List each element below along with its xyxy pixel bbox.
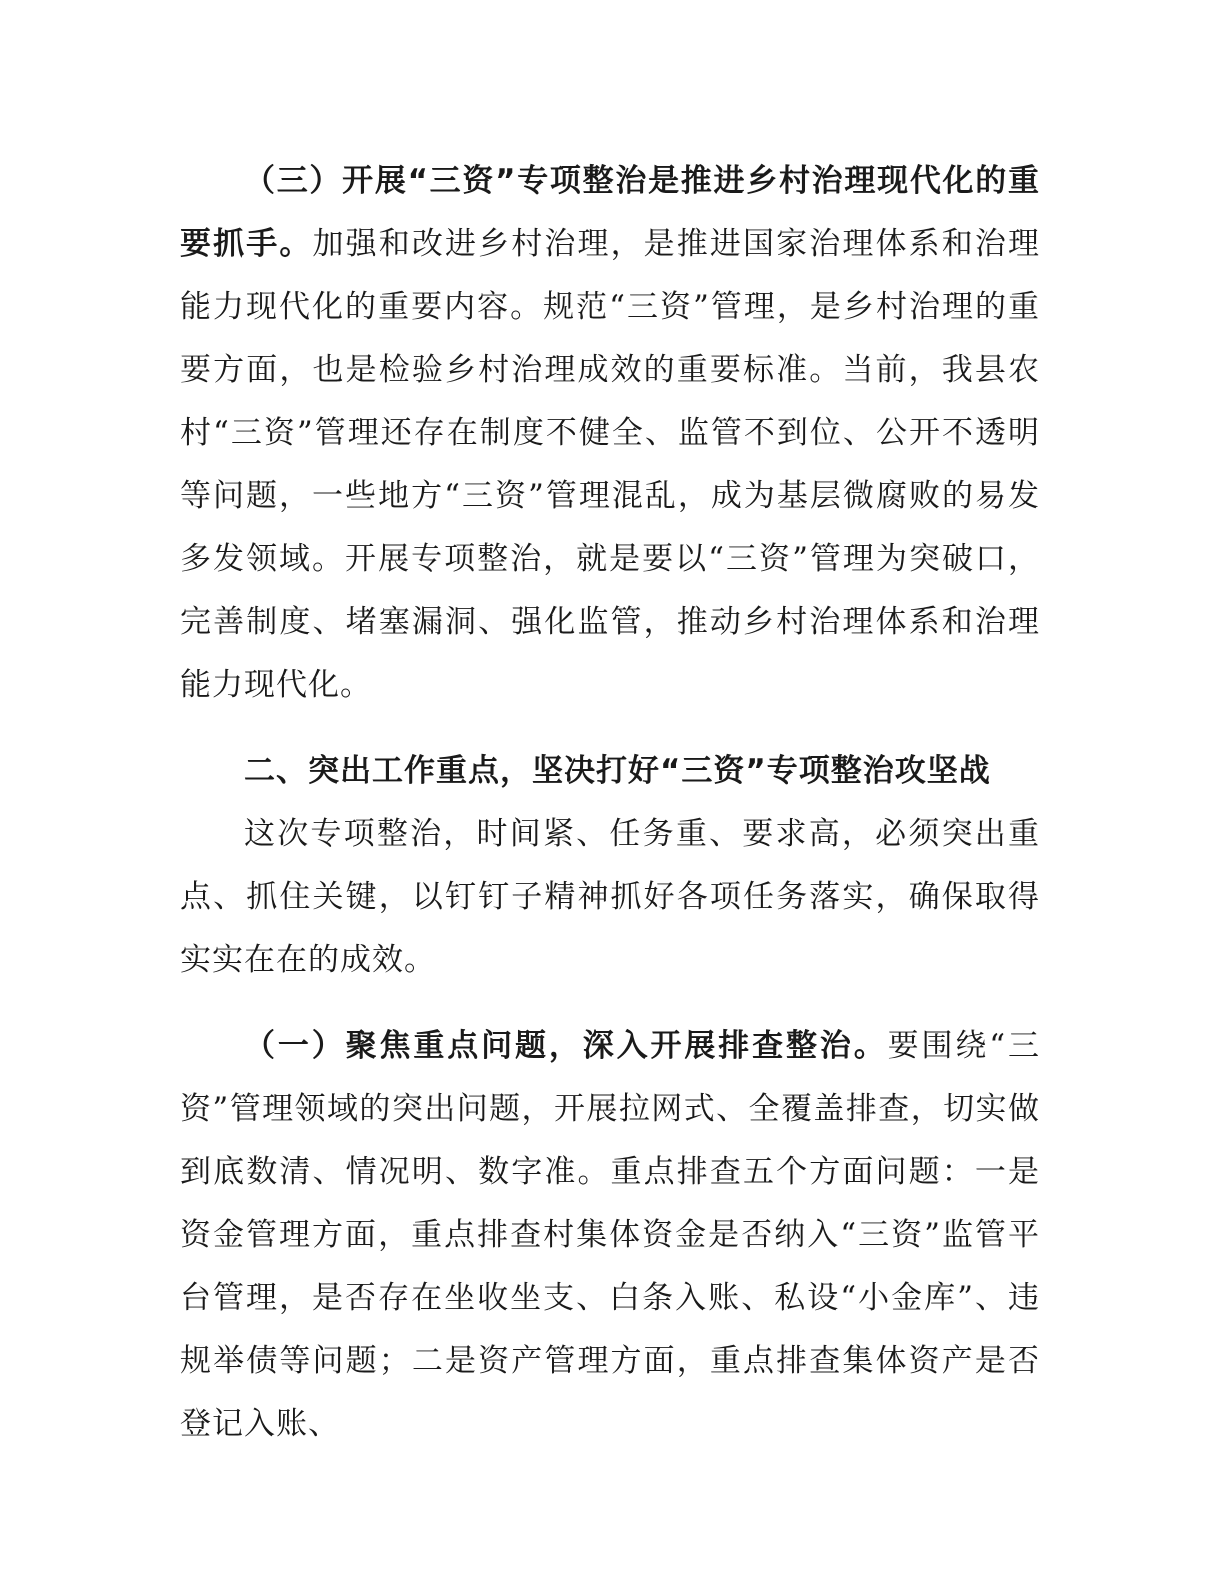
paragraph-body: 这次专项整治，时间紧、任务重、要求高，必须突出重点、抓住关键，以钉钉子精神抓好各项任务落实，确保取得实实在在的成效。 xyxy=(180,816,1040,978)
section-heading: 二、突出工作重点，坚决打好“三资”专项整治攻坚战 xyxy=(244,753,991,789)
document-page xyxy=(180,150,1040,1456)
paragraph-body: 加强和改进乡村治理，是推进国家治理体系和治理能力现代化的重要内容。规范“三资”管理，是乡村治理的重要方面，也是检验乡村治理成效的重要标准。当前，我县农村“三资”管理还存在制度不健全、监管不到位、公开不透明等问题，一些地方“三资”管理混乱，成为基层微腐败的易发多发领域。开展专项整治，就是要以“三资”管理为突破口，完善制度、堵塞漏洞、强化监管，推动乡村治理体系和治理能力现代化。 xyxy=(180,226,1041,703)
paragraph-rural-governance xyxy=(180,150,1040,717)
paragraph-lead: （三）开展“三资”专项整治是推进乡村治理现代化的重要抓手。 xyxy=(180,163,1040,262)
paragraph-lead: （一）聚焦重点问题，深入开展排查整治。 xyxy=(244,1028,888,1064)
paragraph-special-rectification xyxy=(180,803,1040,992)
paragraph-body: 要围绕“三资”管理领域的突出问题，开展拉网式、全覆盖排查，切实做到底数清、情况明、数字准。重点排查五个方面问题：一是资金管理方面，重点排查村集体资金是否纳入“三资”监管平台管理，是否存在坐收坐支、白条入账、私设“小金库”、违规举债等问题；二是资产管理方面，重点排查集体资产是否登记入账、 xyxy=(180,1028,1040,1442)
paragraph-key-issues xyxy=(180,1015,1040,1456)
